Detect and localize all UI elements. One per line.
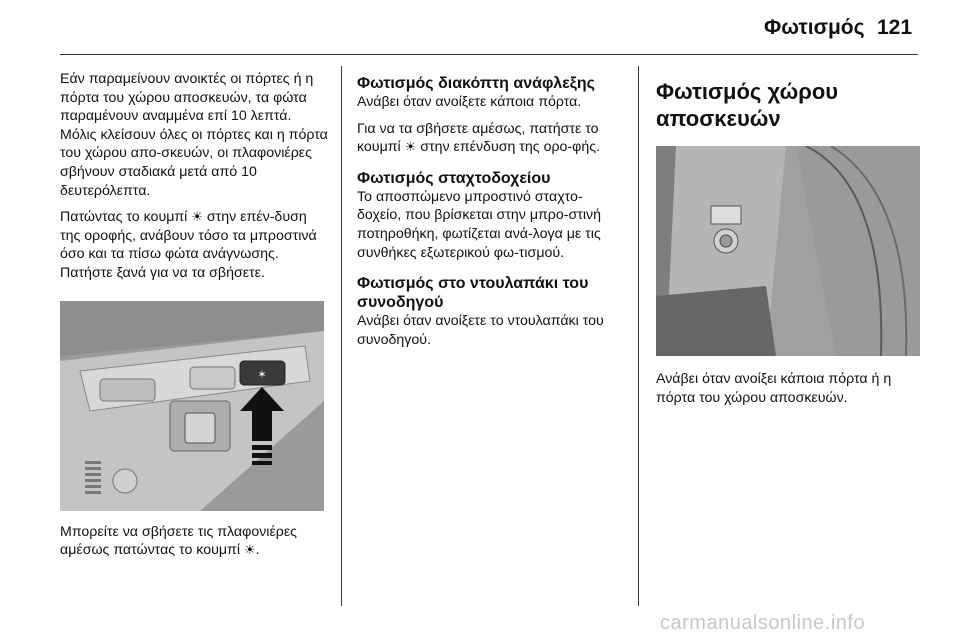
footer-watermark: carmanualsonline.info <box>660 612 866 634</box>
heading-luggage-light: Φωτισμός χώρου αποσκευών <box>656 79 839 131</box>
figure-caption-right: Ανάβει όταν ανοίξει κάποια πόρτα ή η πόρτα του χώρου αποσκευών. <box>656 371 892 406</box>
interior-light-icon: ☀ <box>191 209 203 225</box>
figure-caption-left: Μπορείτε να σβήσετε τις πλαφονιέρες αμέσως πατώντας το κουμπί ☀. <box>60 523 298 559</box>
paragraph-glovebox-light: Ανάβει όταν ανοίξετε το ντουλαπάκι του συνοδηγού. <box>357 313 604 348</box>
heading-ignition-light: Φωτισμός διακόπτη ανάφλεξης <box>357 75 595 92</box>
paragraph-doors-open: Εάν παραμείνουν ανοικτές οι πόρτες ή η πόρτα του χώρου αποσκευών, τα φώτα παραμένουν αναμμένα επί 10 λεπτά. Μόλις κλείσουν όλες οι πόρτες και η πόρτα του χώρου απο-σκευών, οι πλαφονιέρες σβήνουν σταδιακά μετά από 10 δευτερόλεπτα. <box>60 71 328 199</box>
column-divider-2 <box>638 66 639 606</box>
heading-ashtray-light: Φωτισμός σταχτοδοχείου <box>357 169 551 187</box>
paragraph-ignition-light-2: Για να τα σβήσετε αμέσως, πατήστε το κουμπί ☀ στην επένδυση της ορο-φής. <box>357 120 601 156</box>
svg-text:✶: ✶ <box>257 367 267 381</box>
paragraph-ignition-light-1: Ανάβει όταν ανοίξετε κάποια πόρτα. <box>357 94 582 110</box>
paragraph-reading-lights: Πατώντας το κουμπί ☀ στην επέν-δυση της οροφής, ανάβουν τόσο τα μπροστινά όσο και τα πίσω φώτα ανάγνωσης. Πατήστε ξανά για να τα σβήσετε. <box>60 209 317 281</box>
running-header-title: Φωτισμός <box>764 16 865 39</box>
column-right <box>656 78 922 415</box>
interior-light-icon: ☀ <box>243 542 256 558</box>
roof-console-figure <box>60 301 324 511</box>
paragraph-ashtray-light: Το αποσπώμενο μπροστινό σταχτο-δοχείο, που βρίσκεται στην μπρο-στινή ποτηροθήκη, φωτίζεται ανά-λογα με τις συνθήκες εξωτερικού φω-τισμού. <box>357 188 601 261</box>
luggage-compartment-figure <box>656 146 920 356</box>
section-glovebox-light <box>357 274 625 349</box>
section-ignition-light <box>357 74 625 157</box>
column-divider-1 <box>341 66 342 606</box>
section-ashtray-light <box>357 169 625 262</box>
header-divider <box>60 54 918 55</box>
column-middle <box>357 74 625 361</box>
page-number: 121 <box>877 16 913 39</box>
column-left <box>60 70 328 568</box>
interior-light-icon: ☀ <box>404 139 417 155</box>
heading-glovebox-light: Φωτισμός στο ντουλαπάκι του συνοδηγού <box>357 275 589 312</box>
